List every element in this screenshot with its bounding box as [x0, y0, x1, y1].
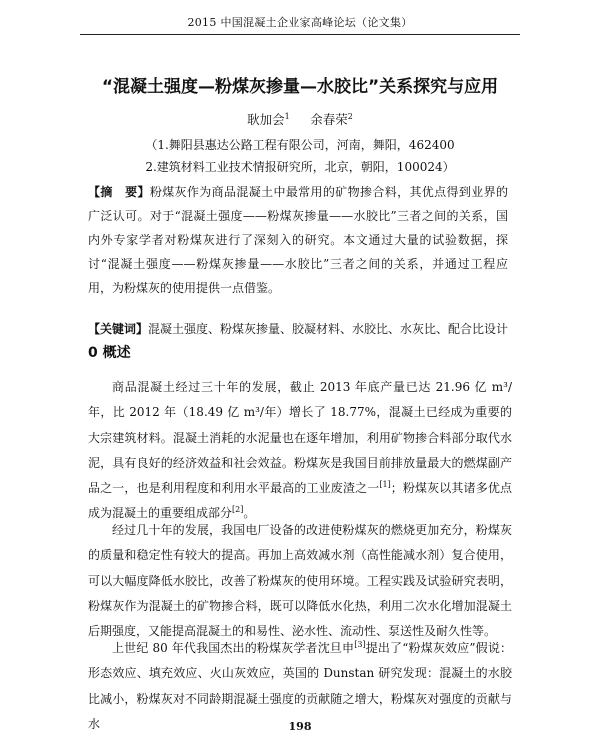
abstract-label: 【摘 要】: [88, 185, 150, 199]
paragraph-text: 提出了“粉煤灰效应”假说：形态效应、填充效应、火山灰效应，英国的 Dunstan 研究发现：混凝土的水胶比减小，粉煤灰对不同龄期混凝土强度的贡献随之增大，粉煤灰对强度的贡献与水: [88, 641, 512, 731]
page-number: 198: [288, 720, 312, 733]
body-paragraph: [88, 375, 512, 527]
affiliation-1: （1.舞阳县惠达公路工程有限公司，河南，舞阳，462400: [145, 138, 455, 152]
abstract: [88, 180, 508, 300]
running-head: 2015 中国混凝土企业家高峰论坛（论文集）: [187, 16, 413, 29]
paragraph-text: 上世纪 80 年代我国杰出的粉煤灰学者沈旦申: [112, 641, 355, 655]
keywords-label: 【关键词】: [88, 322, 149, 336]
citation-link[interactable]: [2]: [232, 505, 244, 515]
paper-title: “混凝土强度—粉煤灰掺量—水胶比”关系探究与应用: [101, 77, 499, 97]
paragraph-text: ；粉煤灰以其诸多优点成为混凝土的重要组成部分: [88, 481, 512, 521]
body-paragraph: [88, 518, 512, 644]
header-rule: [80, 34, 520, 35]
affiliation-2: 2.建筑材料工业技术情报研究所，北京，朝阳，100024）: [145, 160, 455, 174]
author-affiliation-mark: 1: [284, 111, 290, 121]
abstract-text: 粉煤灰作为商品混凝土中最常用的矿物掺合料，其优点得到业界的广泛认可。对于“混凝土强度——粉煤灰掺量——水胶比”三者之间的关系，国内外专家学者对粉煤灰进行了深刻入的研究。本文通过大量的试验数据，探讨“混凝土强度——粉煤灰掺量——水胶比”三者之间的关系，并通过工程应用，为粉煤灰的使用提供一点借鉴。: [88, 185, 508, 295]
author-name: 余春荣: [310, 112, 348, 127]
keywords-text: 混凝土强度、粉煤灰掺量、胶凝材料、水胶比、水灰比、配合比设计: [148, 322, 509, 336]
paragraph-text: 商品混凝土经过三十年的发展，截止 2013 年底产量已达 21.96 亿 m³/年，比 2012 年（18.49 亿 m³/年）增长了 18.77%，混凝土已经成为重要的大宗建筑材料。混凝土消耗的水泥量也在逐年增加，利用矿物掺合料部分取代水泥，具有良好的经济效益和社会效益。粉煤灰是我国目前排放量最大的燃煤副产品之一，也是利用程度和利用水平最高的工业废渣之一: [88, 380, 512, 496]
keywords: [88, 318, 518, 340]
author-line: [0, 110, 600, 128]
author-affiliation-mark: 2: [347, 111, 353, 121]
paragraph-text: 经过几十年的发展，我国电厂设备的改进使粉煤灰的燃烧更加充分，粉煤灰的质量和稳定性有较大的提高。再加上高效减水剂（高性能减水剂）复合使用，可以大幅度降低水胶比，改善了粉煤灰的使用环境。工程实践及试验研究表明，粉煤灰作为混凝土的矿物掺合料，既可以降低水化热，利用二次水化增加混凝土后期强度，又能提高混凝土的和易性、泌水性、流动性、泵送性及耐久性等。: [88, 523, 512, 639]
paragraph-text: 。: [243, 506, 256, 521]
author-name: 耿加会: [247, 112, 285, 127]
citation-link[interactable]: [1]: [379, 480, 391, 490]
citation-link[interactable]: [3]: [354, 640, 366, 649]
section-heading: 0 概述: [88, 345, 131, 361]
